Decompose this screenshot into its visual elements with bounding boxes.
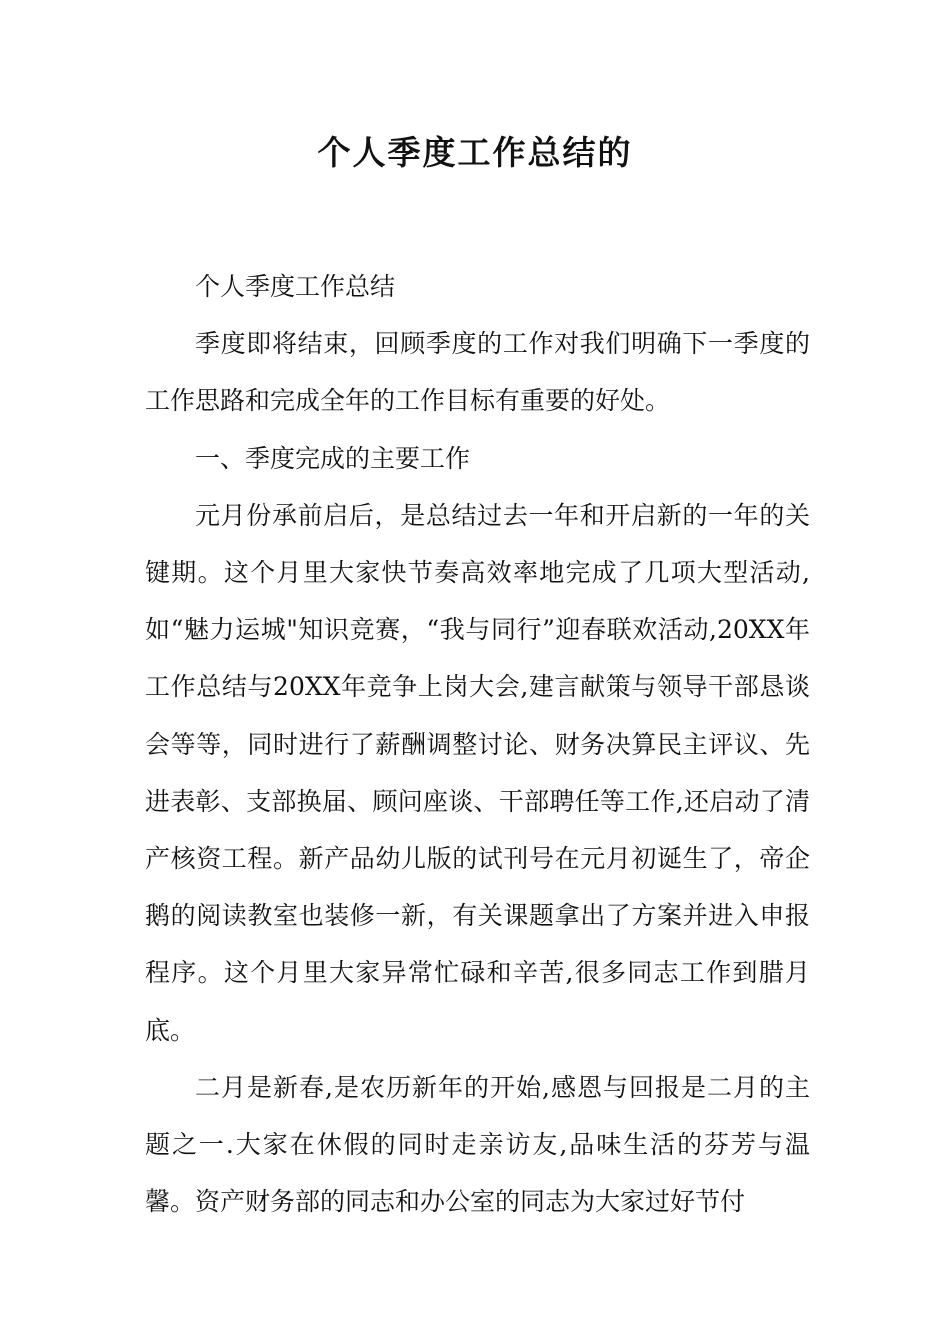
document-body: [145, 258, 810, 1230]
paragraph-january: 元月份承前启后，是总结过去一年和开启新的一年的关键期。这个月里大家快节奏高效率地完成了几项大型活动,如“魅力运城"知识竞赛，“我与同行”迎春联欢活动,20XX年工作总结与20XX年竞争上岗大会,建言献策与领导干部恳谈会等等，同时进行了薪酬调整讨论、财务决算民主评议、先进表彰、支部换届、顾问座谈、干部聘任等工作,还启动了清产核资工程。新产品幼儿版的试刊号在元月初诞生了，帝企鹅的阅读教室也装修一新，有关课题拿出了方案并进入申报程序。这个月里大家异常忙碌和辛苦,很多同志工作到腊月底。: [145, 500, 810, 1045]
section-heading: 一、季度完成的主要工作: [195, 443, 471, 473]
paragraph-intro: 季度即将结束，回顾季度的工作对我们明确下一季度的工作思路和完成全年的工作目标有重要的好处。: [145, 329, 810, 416]
document-title: 个人季度工作总结的: [317, 133, 633, 172]
paragraph-subtitle: 个人季度工作总结: [195, 272, 396, 301]
paragraph-february: 二月是新春,是农历新年的开始,感恩与回报是二月的主题之一.大家在休假的同时走亲访友,品味生活的芬芳与温馨。资产财务部的同志和办公室的同志为大家过好节付: [145, 1072, 810, 1217]
